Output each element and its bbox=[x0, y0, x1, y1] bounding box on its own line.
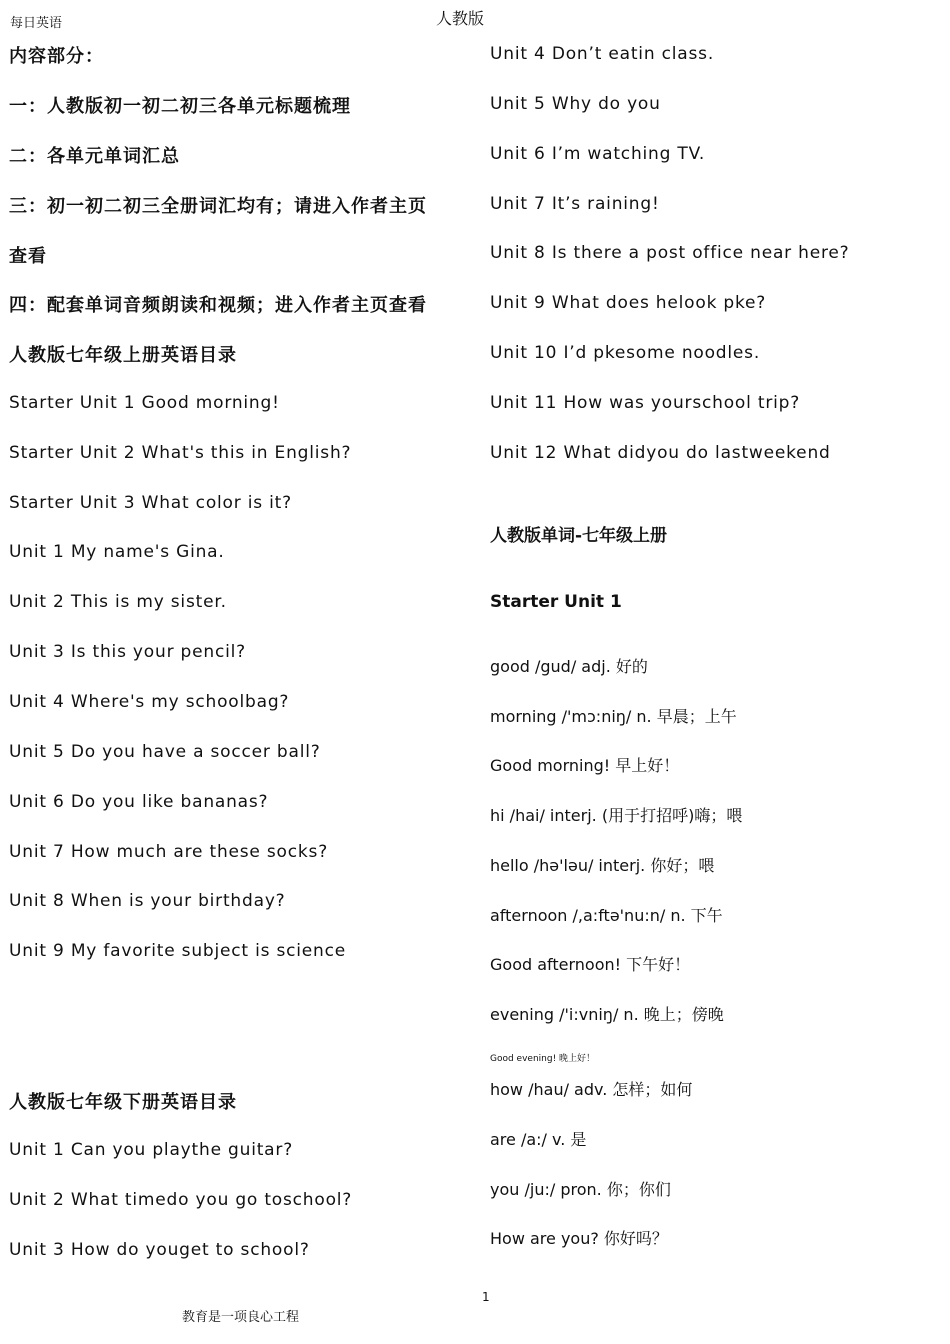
unit-line: Starter Unit 1 Good morning! bbox=[9, 393, 280, 413]
unit-line: Unit 3 How do youget to school? bbox=[9, 1240, 310, 1260]
vocab-entry: are /a:/ v. 是 bbox=[490, 1130, 587, 1149]
unit-line: Unit 9 My favorite subject is science bbox=[9, 941, 347, 961]
vocab-entry: you /ju:/ pron. 你；你们 bbox=[490, 1180, 671, 1199]
unit-line: Unit 6 Do you like bananas? bbox=[9, 792, 269, 812]
footer-slogan: 教育是一项良心工程 bbox=[182, 1310, 300, 1325]
vocab-entry: How are you? 你好吗？ bbox=[490, 1229, 668, 1248]
unit-line: Unit 6 I’m watching TV. bbox=[490, 144, 706, 164]
intro-item-3: 三：初一初二初三全册词汇均有；请进入作者主页 bbox=[9, 196, 427, 217]
unit-line: Unit 2 This is my sister. bbox=[9, 592, 227, 612]
unit-line: Unit 5 Do you have a soccer ball? bbox=[9, 742, 321, 762]
vocab-entry: afternoon /,a:ftə'nu:n/ n. 下午 bbox=[490, 906, 723, 925]
unit-line: Unit 9 What does helook pke? bbox=[490, 293, 767, 313]
grade7-upper-title: 人教版七年级上册英语目录 bbox=[9, 345, 237, 366]
vocab-entry: Good afternoon! 下午好！ bbox=[490, 955, 691, 974]
unit-line: Unit 4 Don’t eatin class. bbox=[490, 44, 715, 64]
unit-line: Starter Unit 2 What's this in English? bbox=[9, 443, 352, 463]
intro-item-3-cont: 查看 bbox=[9, 246, 47, 267]
unit-line: Unit 8 When is your birthday? bbox=[9, 891, 286, 911]
starter-unit-title: Starter Unit 1 bbox=[490, 592, 622, 612]
page-number: 1 bbox=[482, 1290, 490, 1304]
unit-line: Unit 7 It’s raining! bbox=[490, 194, 660, 214]
unit-line: Unit 3 Is this your pencil? bbox=[9, 642, 246, 662]
vocab-title: 人教版单词-七年级上册 bbox=[490, 526, 668, 546]
vocab-entry: how /hau/ adv. 怎样；如何 bbox=[490, 1080, 693, 1099]
unit-line: Unit 8 Is there a post office near here? bbox=[490, 243, 850, 263]
header-left: 每日英语 bbox=[10, 16, 63, 31]
unit-line: Unit 1 Can you playthe guitar? bbox=[9, 1140, 294, 1160]
unit-line: Unit 2 What timedo you go toschool? bbox=[9, 1190, 353, 1210]
unit-line: Unit 10 I’d pkesome noodles. bbox=[490, 343, 761, 363]
unit-line: Unit 12 What didyou do lastweekend bbox=[490, 443, 831, 463]
vocab-entry-small: Good evening! 晚上好！ bbox=[490, 1054, 596, 1064]
unit-line: Unit 11 How was yourschool trip? bbox=[490, 393, 801, 413]
vocab-entry: good /gud/ adj. 好的 bbox=[490, 657, 648, 676]
intro-item-1: 一：人教版初一初二初三各单元标题梳理 bbox=[9, 96, 351, 117]
vocab-entry: Good morning! 早上好！ bbox=[490, 756, 680, 775]
header-center: 人教版 bbox=[436, 9, 485, 28]
vocab-entry: morning /'mɔ:niŋ/ n. 早晨；上午 bbox=[490, 707, 737, 726]
unit-line: Unit 5 Why do you bbox=[490, 94, 661, 114]
vocab-entry: hi /hai/ interj. (用于打招呼)嗨；喂 bbox=[490, 806, 743, 825]
unit-line: Unit 7 How much are these socks? bbox=[9, 842, 329, 862]
intro-item-2: 二：各单元单词汇总 bbox=[9, 146, 180, 167]
intro-heading: 内容部分： bbox=[9, 46, 104, 67]
unit-line: Unit 4 Where's my schoolbag? bbox=[9, 692, 290, 712]
vocab-entry: hello /hə'ləu/ interj. 你好；喂 bbox=[490, 856, 715, 875]
grade7-lower-title: 人教版七年级下册英语目录 bbox=[9, 1092, 237, 1113]
intro-item-4: 四：配套单词音频朗读和视频；进入作者主页查看 bbox=[9, 295, 427, 316]
unit-line: Unit 1 My name's Gina. bbox=[9, 542, 225, 562]
vocab-entry: evening /'i:vniŋ/ n. 晚上；傍晚 bbox=[490, 1005, 724, 1024]
unit-line: Starter Unit 3 What color is it? bbox=[9, 493, 292, 513]
